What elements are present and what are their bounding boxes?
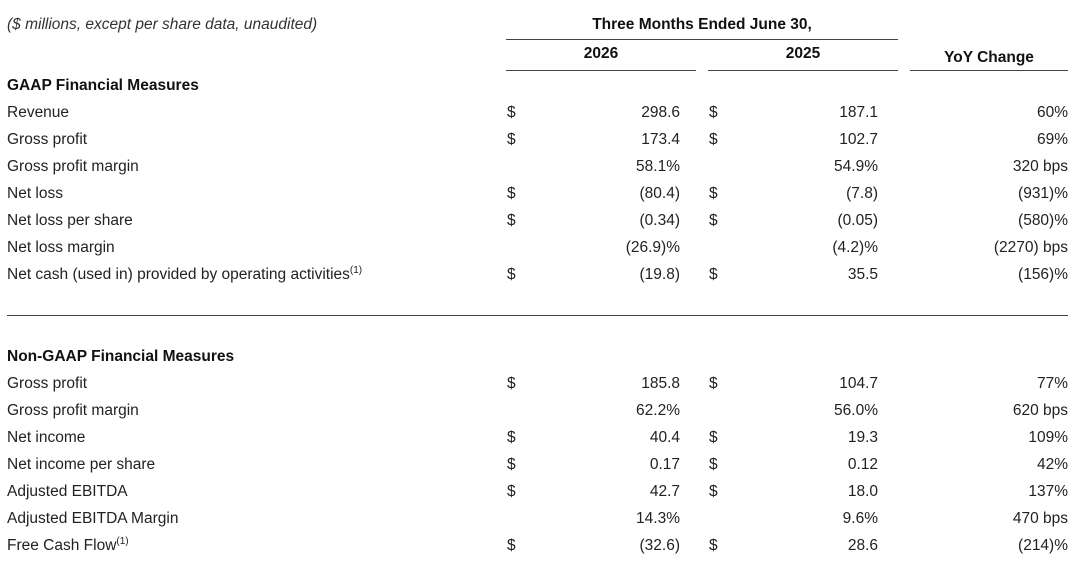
- value-2026: 185.8: [641, 375, 680, 392]
- row-label: [7, 158, 139, 176]
- value-2026: 40.4: [649, 429, 680, 446]
- yoy-change: 137%: [1028, 483, 1068, 500]
- value-2025: (7.8): [846, 185, 878, 202]
- column-rule-yoy: [910, 70, 1068, 71]
- value-2025: 56.0%: [834, 402, 878, 419]
- yoy-change: (214)%: [1018, 537, 1068, 554]
- table-row: [0, 402, 1080, 429]
- column-rule-2025: [708, 70, 898, 71]
- dollar-sign-2025: $: [709, 429, 718, 446]
- yoy-change: 320 bps: [1012, 158, 1068, 175]
- column-header-yoy: YoY Change: [944, 49, 1034, 66]
- dollar-sign-2026: $: [507, 104, 516, 121]
- table-row: [0, 185, 1080, 212]
- row-label-text: Net loss: [7, 185, 63, 202]
- yoy-change: 109%: [1028, 429, 1068, 446]
- yoy-change: 77%: [1036, 375, 1068, 392]
- column-header-2025: 2025: [785, 45, 821, 62]
- dollar-sign-2026: $: [507, 429, 516, 446]
- row-label-text: Free Cash Flow: [7, 537, 117, 554]
- value-2025: 9.6%: [842, 510, 878, 527]
- yoy-change: 60%: [1036, 104, 1068, 121]
- row-label-text: Gross profit margin: [7, 158, 139, 175]
- units-note: ($ millions, except per share data, unaudited): [7, 16, 318, 33]
- value-2025: 35.5: [847, 266, 878, 283]
- table-row: [0, 104, 1080, 131]
- dollar-sign-2026: $: [507, 266, 516, 283]
- value-2025: 102.7: [839, 131, 878, 148]
- value-2026: 0.17: [649, 456, 680, 473]
- row-label-text: Net cash (used in) provided by operating activities: [7, 266, 350, 283]
- dollar-sign-2026: $: [507, 375, 516, 392]
- dollar-sign-2025: $: [709, 537, 718, 554]
- value-2025: 28.6: [847, 537, 878, 554]
- dollar-sign-2025: $: [709, 185, 718, 202]
- value-2025: (0.05): [837, 212, 878, 229]
- value-2026: (0.34): [639, 212, 680, 229]
- dollar-sign-2025: $: [709, 456, 718, 473]
- dollar-sign-2026: $: [507, 537, 516, 554]
- row-label-text: Revenue: [7, 104, 70, 121]
- value-2026: (32.6): [639, 537, 680, 554]
- yoy-change: (2270) bps: [993, 239, 1068, 256]
- value-2026: 298.6: [641, 104, 680, 121]
- dollar-sign-2025: $: [709, 483, 718, 500]
- dollar-sign-2025: $: [709, 131, 718, 148]
- footnote-marker: (1): [116, 535, 129, 547]
- table-row: [0, 239, 1080, 266]
- value-2026: (80.4): [639, 185, 680, 202]
- row-label: [7, 429, 85, 447]
- table-row: [0, 483, 1080, 510]
- value-2026: 14.3%: [636, 510, 680, 527]
- period-header: Three Months Ended June 30,: [592, 16, 812, 33]
- dollar-sign-2025: $: [709, 266, 718, 283]
- row-label: [7, 239, 115, 257]
- table-row: [0, 429, 1080, 456]
- section-divider: [7, 315, 1068, 316]
- value-2026: (19.8): [639, 266, 680, 283]
- row-label-text: Net income: [7, 429, 86, 446]
- footnote-marker: (1): [349, 264, 363, 276]
- value-2025: 19.3: [847, 429, 878, 446]
- dollar-sign-2026: $: [507, 212, 516, 229]
- row-label: [7, 510, 178, 528]
- row-label-text: Net loss per share: [7, 212, 133, 229]
- period-header-rule: [506, 39, 898, 40]
- yoy-change: 620 bps: [1012, 402, 1068, 419]
- dollar-sign-2025: $: [709, 212, 718, 229]
- dollar-sign-2026: $: [507, 185, 516, 202]
- value-2025: (4.2)%: [832, 239, 878, 256]
- yoy-change: (580)%: [1018, 212, 1068, 229]
- table-row: [0, 158, 1080, 185]
- value-2026: 173.4: [641, 131, 680, 148]
- row-label-text: Net loss margin: [7, 239, 115, 256]
- row-label: [7, 212, 133, 230]
- value-2026: 58.1%: [636, 158, 680, 175]
- column-header-2026: 2026: [583, 45, 619, 62]
- row-label-text: Net income per share: [7, 456, 156, 473]
- row-label: [7, 537, 129, 555]
- value-2025: 54.9%: [834, 158, 878, 175]
- table-row: [0, 266, 1080, 293]
- row-label-text: Adjusted EBITDA: [7, 483, 128, 500]
- row-label: [7, 375, 87, 393]
- row-label: [7, 104, 69, 122]
- value-2025: 18.0: [847, 483, 878, 500]
- table-row: [0, 537, 1080, 564]
- value-2026: 42.7: [649, 483, 680, 500]
- dollar-sign-2026: $: [507, 131, 516, 148]
- row-label-text: Gross profit margin: [7, 402, 139, 419]
- value-2026: 62.2%: [636, 402, 680, 419]
- row-label: [7, 185, 63, 203]
- row-label: [7, 402, 139, 420]
- table-row: [0, 131, 1080, 158]
- dollar-sign-2025: $: [709, 104, 718, 121]
- value-2025: 0.12: [847, 456, 878, 473]
- table-row: [0, 456, 1080, 483]
- dollar-sign-2025: $: [709, 375, 718, 392]
- table-row: [0, 510, 1080, 537]
- row-label-text: Adjusted EBITDA Margin: [7, 510, 179, 527]
- nongaap-section-title: Non-GAAP Financial Measures: [7, 348, 235, 365]
- value-2025: 187.1: [839, 104, 878, 121]
- gaap-section-title: GAAP Financial Measures: [7, 77, 199, 94]
- row-label: [7, 483, 128, 501]
- yoy-change: 69%: [1036, 131, 1068, 148]
- column-rule-2026: [506, 70, 696, 71]
- table-row: [0, 212, 1080, 239]
- yoy-change: (156)%: [1018, 266, 1068, 283]
- row-label: [7, 266, 362, 284]
- yoy-change: 470 bps: [1012, 510, 1068, 527]
- table-row: [0, 375, 1080, 402]
- row-label-text: Gross profit: [7, 131, 88, 148]
- dollar-sign-2026: $: [507, 456, 516, 473]
- row-label-text: Gross profit: [7, 375, 88, 392]
- value-2026: (26.9)%: [625, 239, 680, 256]
- row-label: [7, 456, 155, 474]
- yoy-change: (931)%: [1018, 185, 1068, 202]
- value-2025: 104.7: [839, 375, 878, 392]
- yoy-change: 42%: [1036, 456, 1068, 473]
- row-label: [7, 131, 87, 149]
- dollar-sign-2026: $: [507, 483, 516, 500]
